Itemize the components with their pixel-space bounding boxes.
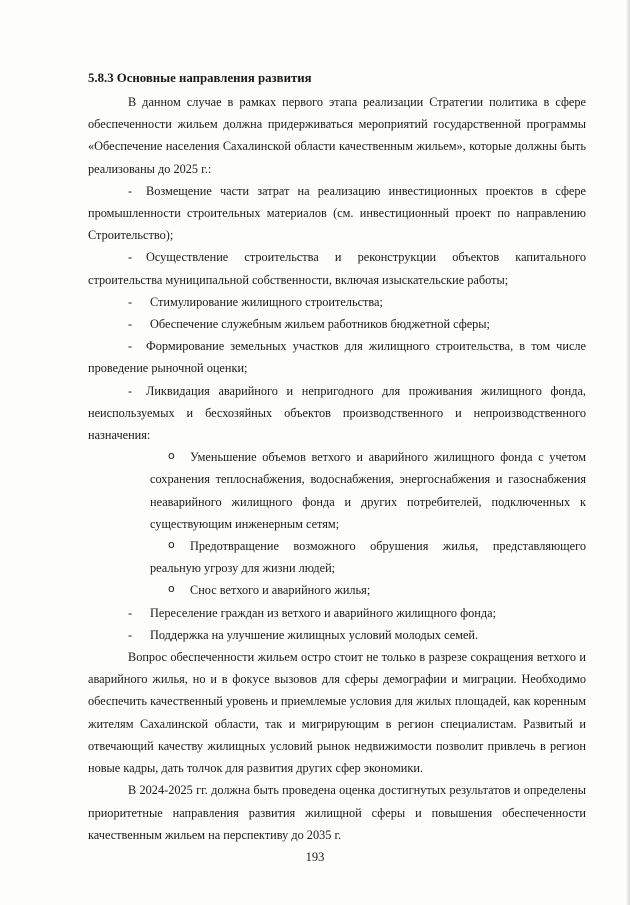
intro-paragraph: В данном случае в рамках первого этапа реализации Стратегии политика в сфере обеспеченности жильем должна придерживаться мероприятий государственной программы «Обеспечение населения Сахалинской области качественным жильем», которые должны быть реализованы до 2025 г.:	[88, 95, 586, 176]
dash-item: - Поддержка на улучшение жилищных условий молодых семей.	[88, 624, 586, 646]
body-paragraph: В 2024-2025 гг. должна быть проведена оценка достигнутых результатов и определены приоритетные направления развития жилищной сферы и повышения обеспеченности качественным жильем на перспективу до 2035 г.	[88, 783, 586, 842]
dash-item: - Возмещение части затрат на реализацию инвестиционных проектов в сфере промышленности строительных материалов (см. инвестиционный проект по направлению Строительство);	[88, 180, 586, 247]
dash-item: - Обеспечение служебным жильем работников бюджетной сферы;	[88, 313, 586, 335]
dash-item: - Формирование земельных участков для жилищного строительства, в том числе проведение рыночной оценки;	[88, 335, 586, 379]
circle-item: o Снос ветхого и аварийного жилья;	[88, 579, 586, 601]
page-edge-shadow	[626, 0, 630, 905]
circle-item: o Уменьшение объемов ветхого и аварийного жилищного фонда с учетом сохранения теплоснабжения, водоснабжения, энергоснабжения и газоснабжения неаварийного жилищного фонда и других потребителей, подключенных к существующим инженерным сетям;	[88, 446, 586, 535]
body-paragraph: Вопрос обеспеченности жильем остро стоит не только в разрезе сокращения ветхого и аварийного жилья, но и в фокусе вызовов для сферы демографии и миграции. Необходимо обеспечить качественный уровень и приемлемые условия для жилых площадей, как коренным жителям Сахалинской области, так и мигрирующим в регион специалистам. Развитый и отвечающий качеству жилищных условий рынок недвижимости позволит привлечь в регион новые кадры, дать толчок для развития других сфер экономики.	[88, 650, 586, 776]
dash-item: - Ликвидация аварийного и непригодного для проживания жилищного фонда, неиспользуемых и бесхозяйных объектов производственного и непроизводственного назначения:	[88, 380, 586, 447]
section-heading: 5.8.3 Основные направления развития	[88, 71, 312, 85]
dash-item: - Переселение граждан из ветхого и аварийного жилищного фонда;	[88, 602, 586, 624]
dash-item: - Осуществление строительства и реконструкции объектов капитального строительства муниципальной собственности, включая изыскательские работы;	[88, 246, 586, 290]
dash-item: - Стимулирование жилищного строительства;	[88, 291, 586, 313]
circle-item: o Предотвращение возможного обрушения жилья, представляющего реальную угрозу для жизни людей;	[88, 535, 586, 579]
page-number: 193	[305, 850, 325, 864]
page-content	[88, 68, 586, 846]
